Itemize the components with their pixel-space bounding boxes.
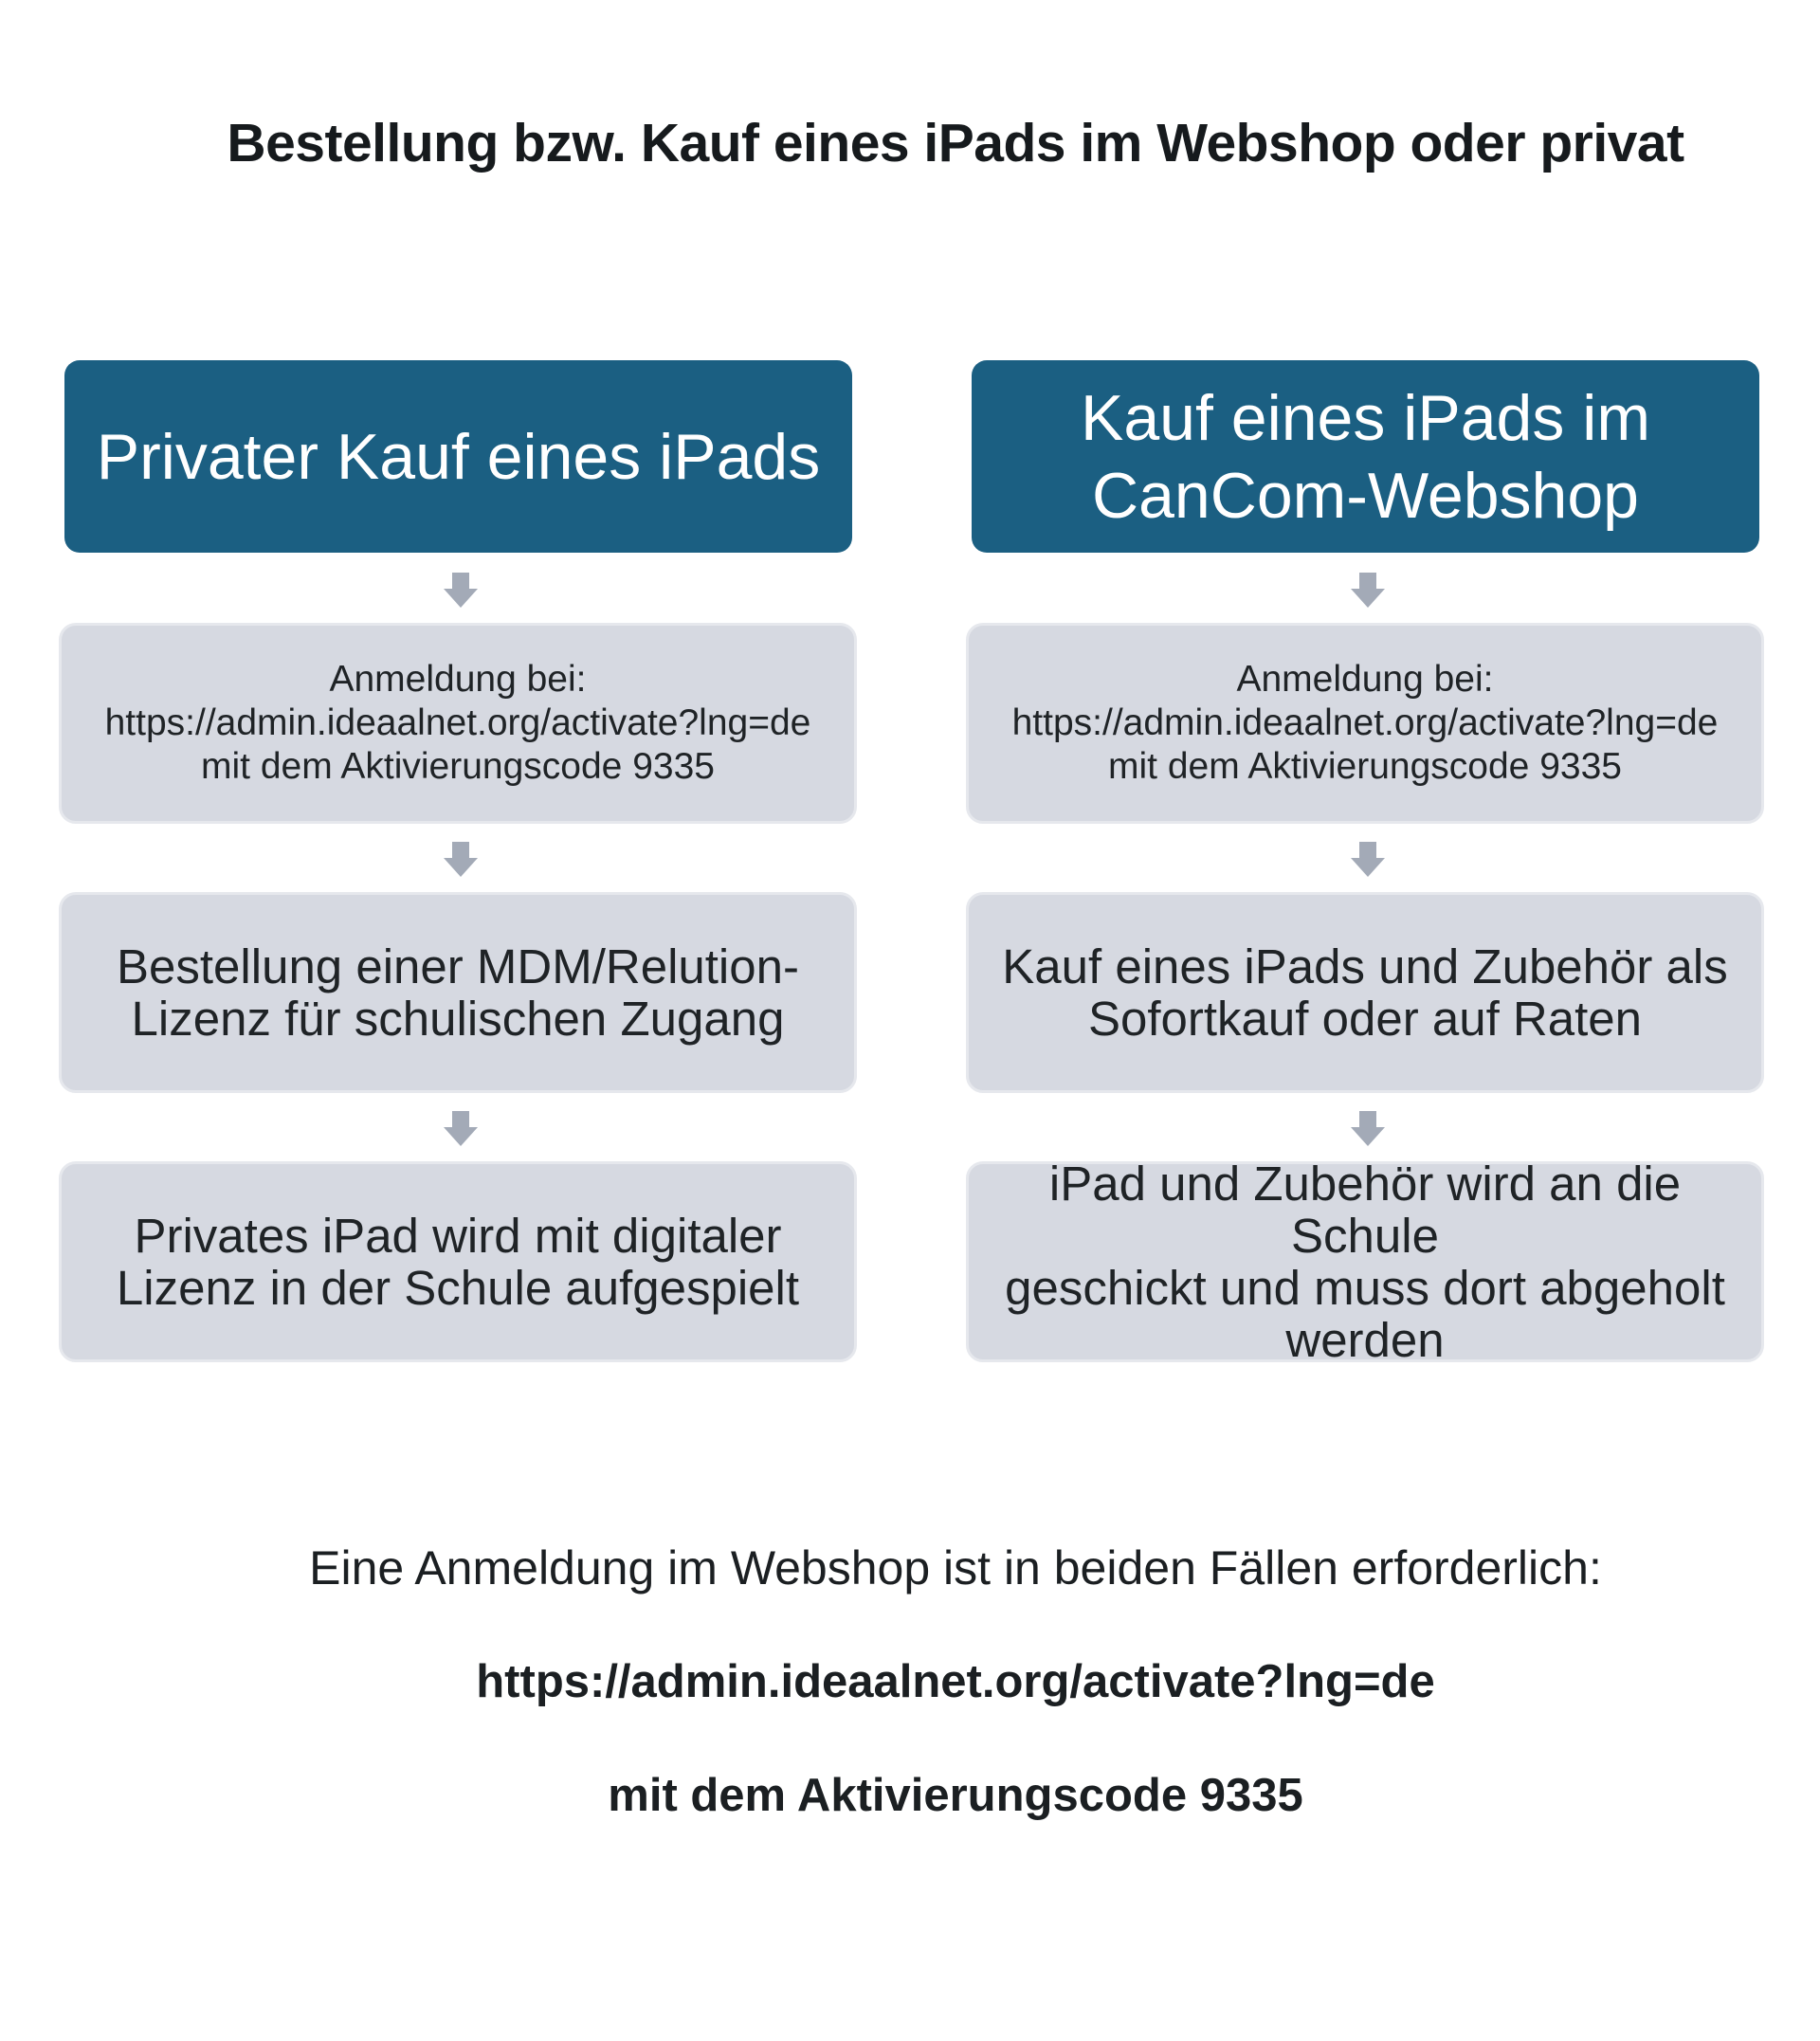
down-arrow-icon xyxy=(1350,842,1386,878)
registration-url: https://admin.ideaalnet.org/activate?lng=de xyxy=(1011,702,1719,743)
footer-note: Eine Anmeldung im Webshop ist in beiden Fällen erforderlich: xyxy=(309,1541,1602,1595)
step-line: Bestellung einer MDM/Relution- xyxy=(117,939,799,993)
down-arrow-icon xyxy=(443,842,479,878)
step-install-license xyxy=(59,1161,857,1362)
step-line: iPad und Zubehör wird an die Schule xyxy=(1048,1157,1682,1263)
step-line: mit dem Aktivierungscode 9335 xyxy=(201,746,715,787)
down-arrow-icon xyxy=(1350,1111,1386,1147)
step-line: Lizenz in der Schule aufgespielt xyxy=(116,1261,800,1315)
step-buy-ipad xyxy=(966,892,1764,1093)
down-arrow-icon xyxy=(443,1111,479,1147)
step-line: Anmeldung bei: xyxy=(329,659,587,700)
step-line: Kauf eines iPads und Zubehör als xyxy=(1002,939,1728,993)
footer-activation-code: mit dem Aktivierungscode 9335 xyxy=(608,1770,1303,1821)
header-line: CanCom-Webshop xyxy=(1091,459,1639,532)
step-registration-private xyxy=(59,623,857,824)
down-arrow-icon xyxy=(1350,573,1386,609)
step-line: Sofortkauf oder auf Raten xyxy=(1087,992,1643,1046)
step-line: mit dem Aktivierungscode 9335 xyxy=(1108,746,1622,787)
down-arrow-icon xyxy=(443,573,479,609)
header-webshop-purchase xyxy=(972,360,1759,553)
step-line: Lizenz für schulischen Zugang xyxy=(131,992,785,1046)
header-line: Kauf eines iPads im xyxy=(1081,381,1650,454)
header-line: Privater Kauf eines iPads xyxy=(96,420,821,493)
step-line: Privates iPad wird mit digitaler xyxy=(134,1209,782,1263)
step-line: werden xyxy=(1285,1313,1445,1367)
step-registration-webshop xyxy=(966,623,1764,824)
header-private-purchase xyxy=(64,360,852,553)
registration-url: https://admin.ideaalnet.org/activate?lng=de xyxy=(104,702,811,743)
page-title: Bestellung bzw. Kauf eines iPads im Webshop oder privat xyxy=(227,113,1684,173)
step-order-license xyxy=(59,892,857,1093)
step-line: Anmeldung bei: xyxy=(1236,659,1494,700)
step-line: geschickt und muss dort abgeholt xyxy=(1005,1261,1725,1315)
footer-url: https://admin.ideaalnet.org/activate?lng=de xyxy=(476,1656,1435,1707)
step-pickup-at-school xyxy=(966,1157,1764,1367)
